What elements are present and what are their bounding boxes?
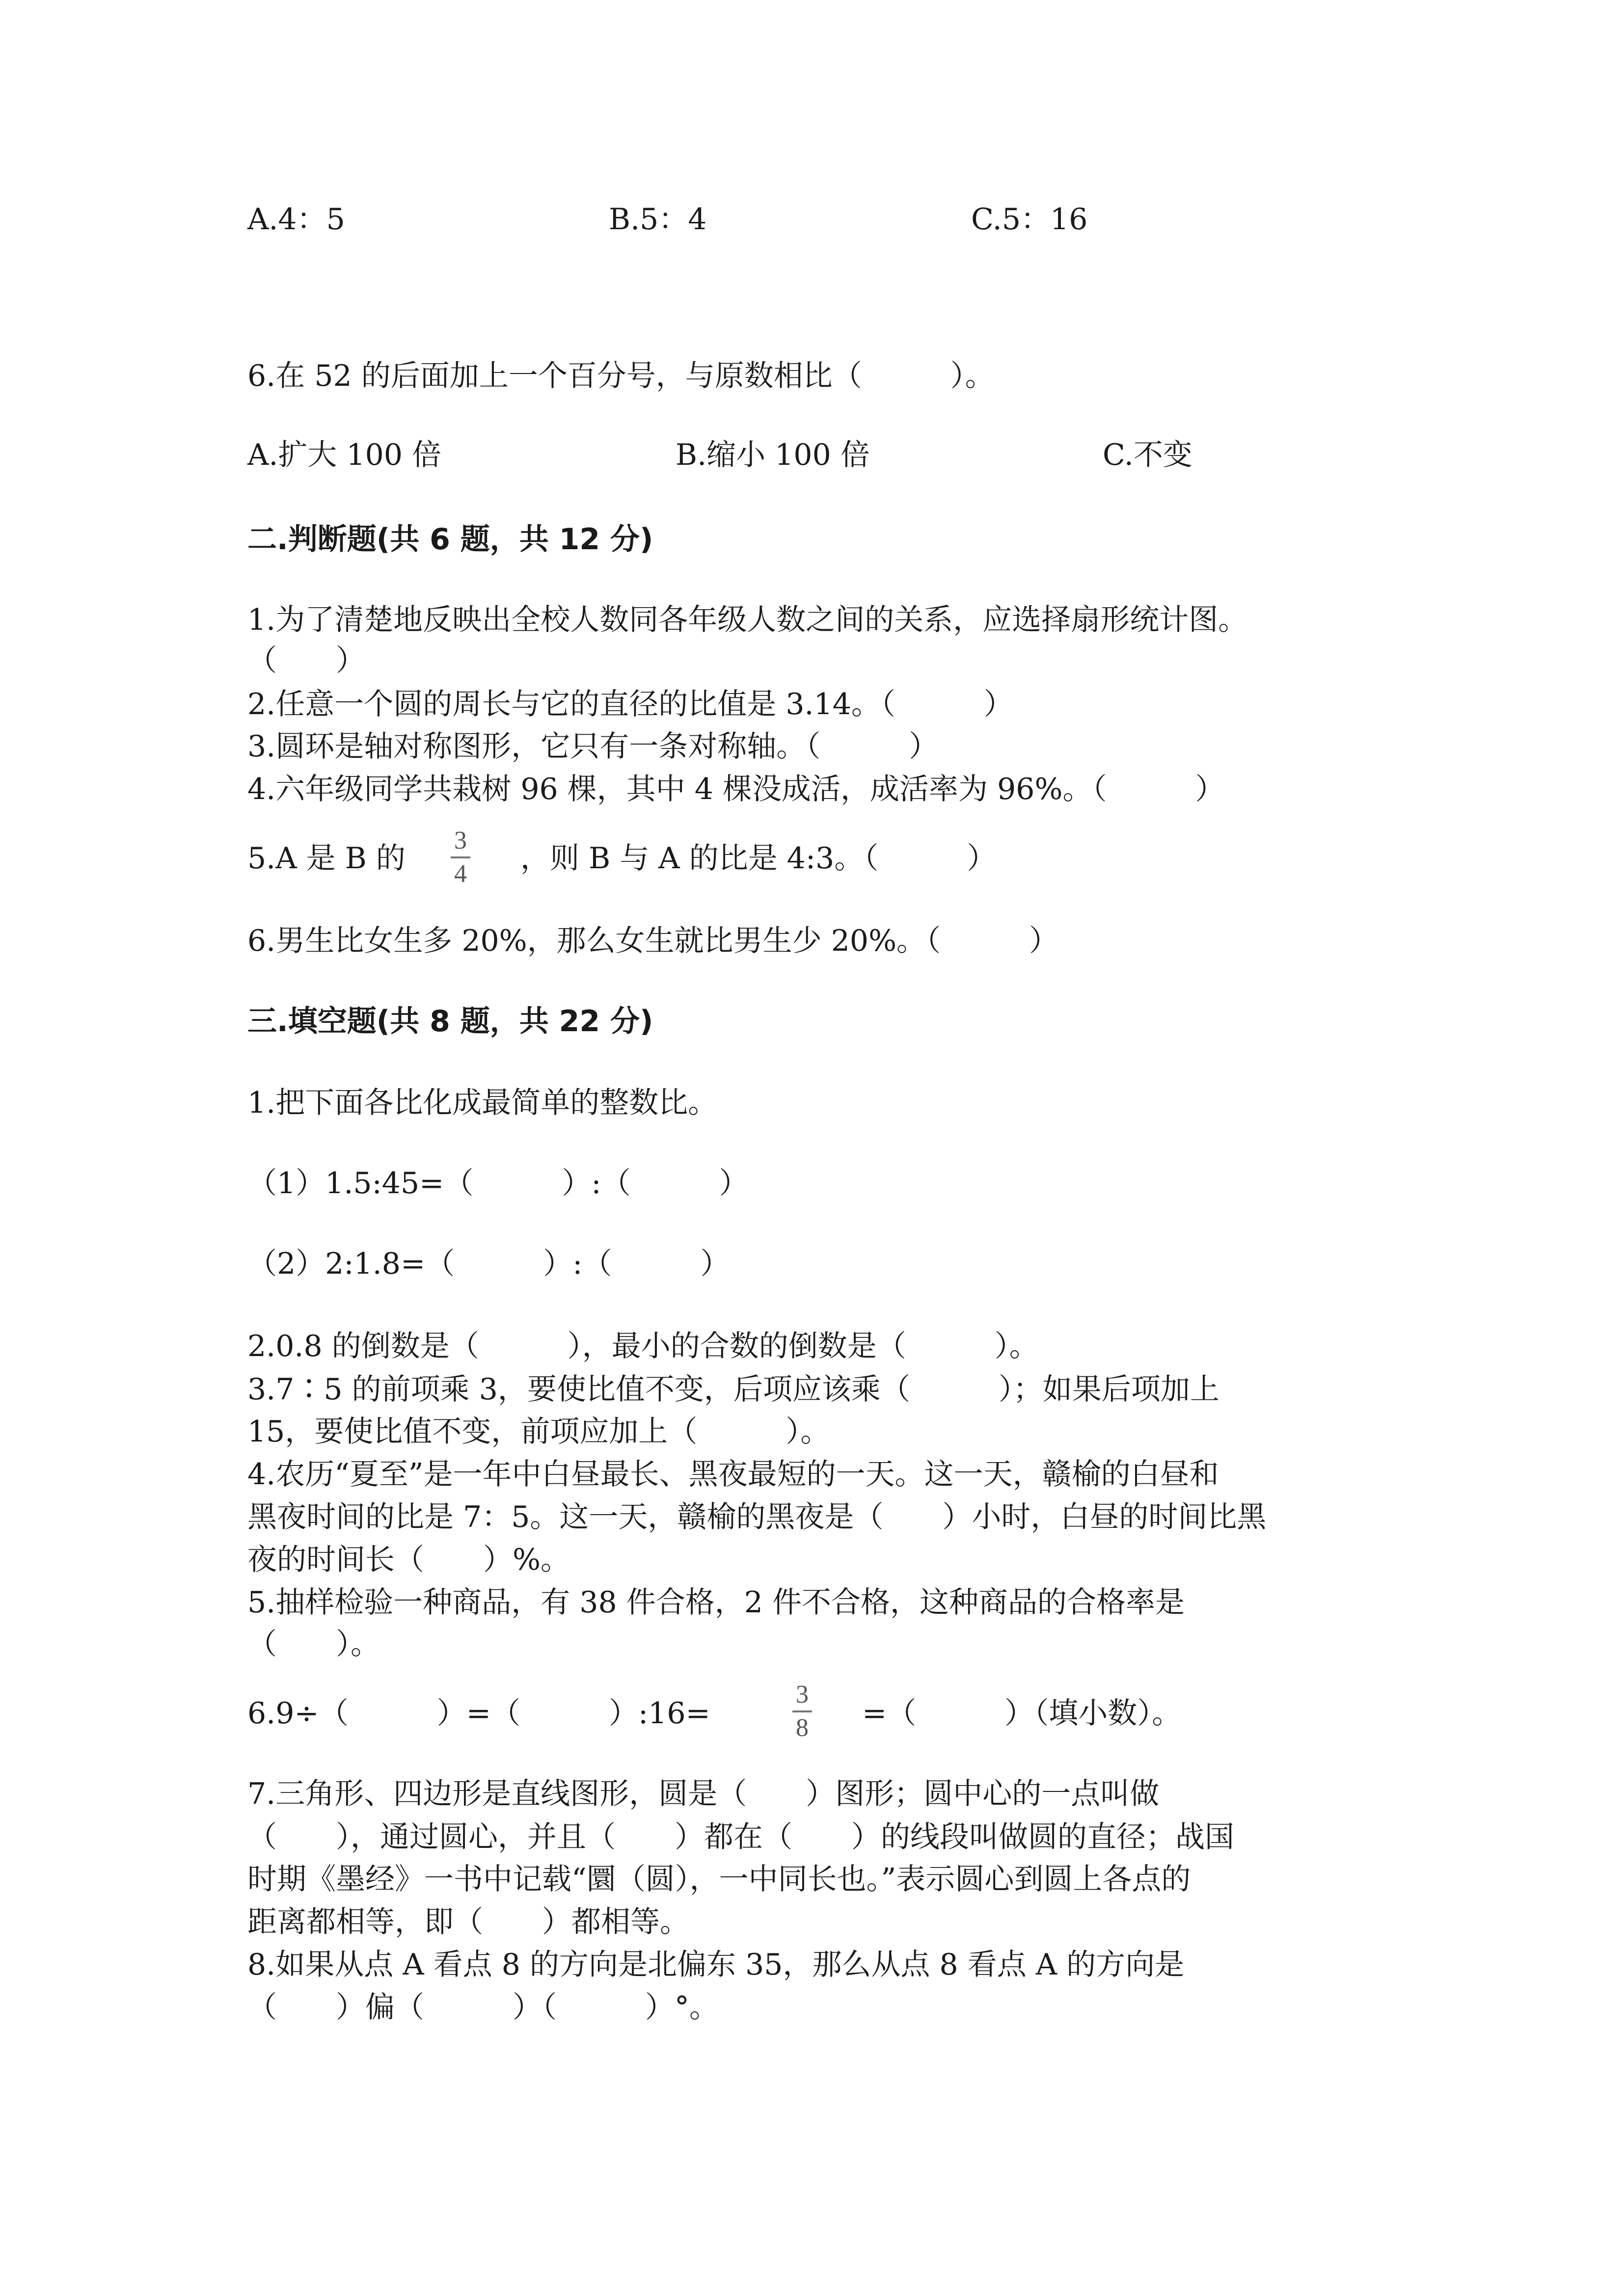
s3-item8-line2: （ ）偏（ ）（ ）°。 bbox=[247, 1990, 719, 2025]
s2-item5-post: ，则 B 与 A 的比是 4:3。（ ） bbox=[520, 841, 997, 876]
s3-item7-line3: 时期《墨经》一书中记载“圜（圆），一中同长也。”表示圆心到圆上各点的 bbox=[247, 1862, 1191, 1896]
s2-item4: 4.六年级同学共栽树 96 棵，其中 4 棵没成活，成活率为 96%。（ ） bbox=[247, 772, 1225, 806]
s2-item6: 6.男生比女生多 20%，那么女生就比男生少 20%。（ ） bbox=[247, 924, 1059, 958]
fraction-denominator: 4 bbox=[454, 860, 467, 888]
s3-item6-fraction bbox=[792, 1681, 812, 1742]
section3-title: 三.填空题(共 8 题，共 22 分) bbox=[247, 1004, 653, 1039]
s3-item7-line4: 距离都相等，即（ ）都相等。 bbox=[247, 1905, 689, 1939]
s3-item4-line2: 黑夜时间的比是 7：5。这一天，赣榆的黑夜是（ ）小时，白昼的时间比黑 bbox=[247, 1500, 1267, 1534]
s3-item1: 1.把下面各比化成最简单的整数比。 bbox=[247, 1086, 718, 1120]
fraction-numerator: 3 bbox=[796, 1681, 809, 1709]
s3-item5-line2: （ ）。 bbox=[247, 1627, 380, 1661]
s3-item2: 2.0.8 的倒数是（ ），最小的合数的倒数是（ ）。 bbox=[247, 1329, 1039, 1363]
section2-title: 二.判断题(共 6 题，共 12 分) bbox=[247, 522, 653, 557]
q6-option-c: C.不变 bbox=[1103, 438, 1192, 472]
q5-option-b: B.5：4 bbox=[609, 202, 707, 237]
s3-item1-a: （1）1.5:45=（ ）:（ ） bbox=[247, 1166, 749, 1201]
fraction-bar bbox=[792, 1710, 812, 1712]
s3-item7-line2: （ ），通过圆心，并且（ ）都在（ ）的线段叫做圆的直径；战国 bbox=[247, 1820, 1234, 1854]
s3-item6-post: =（ ）（填小数）。 bbox=[862, 1696, 1182, 1731]
q6-option-b: B.缩小 100 倍 bbox=[676, 438, 870, 472]
fraction-denominator: 8 bbox=[796, 1714, 809, 1742]
q6-stem: 6.在 52 的后面加上一个百分号，与原数相比（ ）。 bbox=[247, 359, 995, 393]
s3-item1-b: （2）2:1.8=（ ）:（ ） bbox=[247, 1247, 730, 1281]
s2-item2: 2.任意一个圆的周长与它的直径的比值是 3.14。（ ） bbox=[247, 687, 1013, 721]
s3-item7-line1: 7.三角形、四边形是直线图形，圆是（ ）图形；圆中心的一点叫做 bbox=[247, 1777, 1160, 1811]
q5-option-c: C.5：16 bbox=[971, 202, 1088, 237]
s3-item4-line1: 4.农历“夏至”是一年中白昼最长、黑夜最短的一天。这一天，赣榆的白昼和 bbox=[247, 1457, 1219, 1492]
s3-item3-line2: 15，要使比值不变，前项应加上（ ）。 bbox=[247, 1415, 830, 1449]
s2-item1-line2: （ ） bbox=[247, 643, 365, 678]
s2-item5-fraction bbox=[451, 827, 470, 888]
fraction-bar bbox=[451, 856, 470, 858]
q6-option-a: A.扩大 100 倍 bbox=[247, 438, 442, 472]
s3-item6-pre: 6.9÷（ ）=（ ）:16= bbox=[247, 1696, 710, 1731]
fraction-numerator: 3 bbox=[454, 827, 467, 854]
s2-item1-line1: 1.为了清楚地反映出全校人数同各年级人数之间的关系，应选择扇形统计图。 bbox=[247, 603, 1248, 637]
s3-item5-line1: 5.抽样检验一种商品，有 38 件合格，2 件不合格，这种商品的合格率是 bbox=[247, 1585, 1185, 1620]
s2-item5-pre: 5.A 是 B 的 bbox=[247, 841, 406, 876]
s3-item8-line1: 8.如果从点 A 看点 8 的方向是北偏东 35，那么从点 8 看点 A 的方向是 bbox=[247, 1948, 1185, 1982]
q5-option-a: A.4：5 bbox=[247, 202, 345, 237]
s3-item4-line3: 夜的时间长（ ）%。 bbox=[247, 1543, 570, 1577]
s2-item3: 3.圆环是轴对称图形，它只有一条对称轴。（ ） bbox=[247, 729, 939, 764]
s3-item3-line1: 3.7∶5 的前项乘 3，要使比值不变，后项应该乘（ ）；如果后项加上 bbox=[247, 1372, 1219, 1407]
